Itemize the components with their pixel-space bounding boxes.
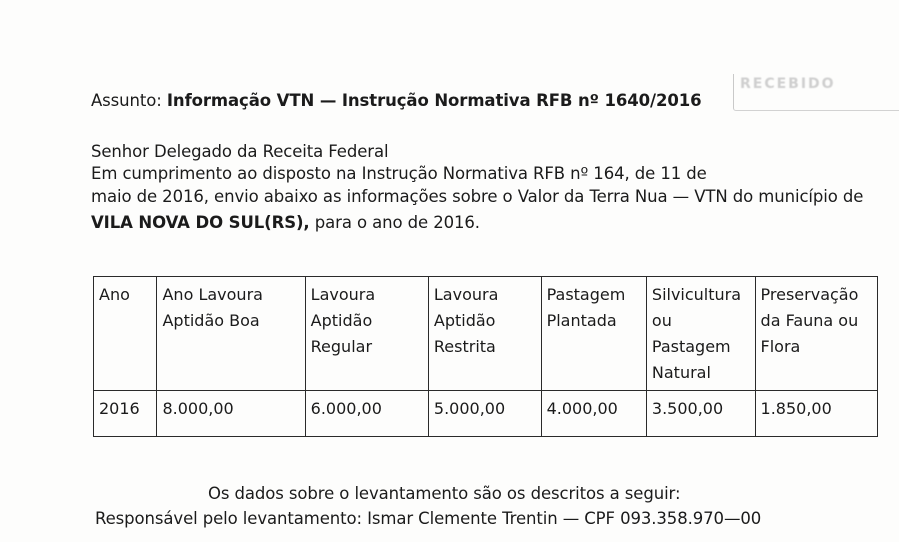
municipio-name: VILA NOVA DO SUL(RS), [91, 213, 310, 232]
header-lavoura-restrita: Lavoura Aptidão Restrita [428, 277, 541, 391]
cell-lavoura-boa: 8.000,00 [157, 391, 305, 437]
stamp-text: RECEBIDO [740, 76, 836, 92]
cell-pastagem-plantada: 4.000,00 [541, 391, 646, 437]
cell-ano: 2016 [94, 391, 157, 437]
vtn-table [93, 276, 878, 437]
subject-line [91, 91, 702, 110]
header-ano: Ano [94, 277, 157, 391]
subject-label: Assunto: [91, 91, 162, 110]
subject-title: Informação VTN — Instrução Normativa RFB nº 1640/2016 [166, 91, 702, 110]
table-row [94, 391, 878, 437]
table-header-row [94, 277, 878, 391]
cell-lavoura-restrita: 5.000,00 [428, 391, 541, 437]
header-preservacao: Preservação da Fauna ou Flora [755, 277, 877, 391]
header-silvicultura: Silvicultura ou Pastagem Natural [646, 277, 755, 391]
footer-line-2: Responsável pelo levantamento: Ismar Clemente Trentin — CPF 093.358.970—00 [95, 509, 762, 528]
salutation: Senhor Delegado da Receita Federal [91, 142, 389, 161]
body-line-2: maio de 2016, envio abaixo as informações sobre o Valor da Terra Nua — VTN do município de [91, 187, 864, 206]
body-line-3-rest: para o ano de 2016. [309, 213, 480, 232]
body-line-1: Em cumprimento ao disposto na Instrução Normativa RFB nº 164, de 11 de [91, 164, 707, 183]
header-lavoura-boa: Ano Lavoura Aptidão Boa [157, 277, 305, 391]
cell-preservacao: 1.850,00 [755, 391, 877, 437]
cell-lavoura-regular: 6.000,00 [305, 391, 428, 437]
cell-silvicultura: 3.500,00 [646, 391, 755, 437]
footer-line-1: Os dados sobre o levantamento são os descritos a seguir: [208, 484, 681, 503]
header-lavoura-regular: Lavoura Aptidão Regular [305, 277, 428, 391]
body-line-3 [91, 213, 480, 232]
received-stamp [733, 74, 899, 111]
header-pastagem-plantada: Pastagem Plantada [541, 277, 646, 391]
